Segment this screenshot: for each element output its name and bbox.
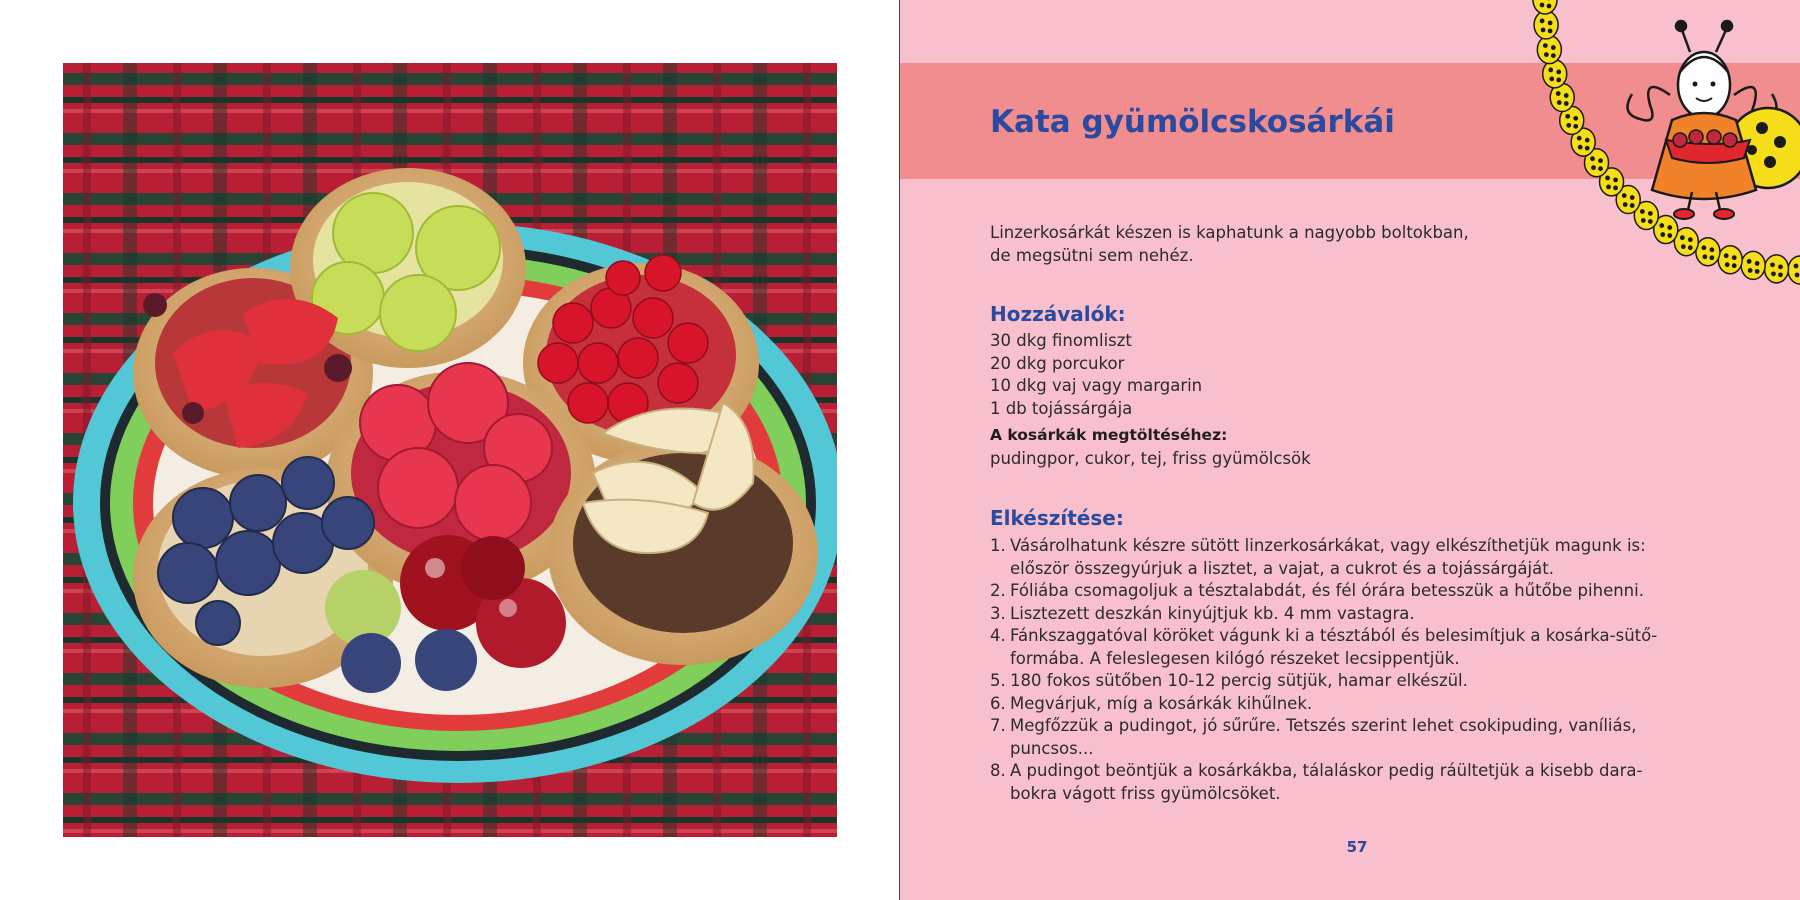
step-line: 180 fokos sütőben 10-12 percig sütjük, hamar elkészül.	[1010, 671, 1468, 690]
step-line: Fóliába csomagoljuk a tésztalabdát, és fél órára betesszük a hűtőbe pihenni.	[1010, 581, 1644, 600]
step-item	[990, 580, 1710, 603]
step-text	[1010, 760, 1642, 805]
filling-label: A kosárkák megtöltéséhez:	[990, 426, 1228, 444]
step-number: 5.	[990, 671, 1006, 690]
ladybug-border-icon	[1533, 0, 1557, 14]
step-line: A pudingot beöntjük a kosárkákba, tálaláskor pedig ráültetjük a kisebb dara-	[1010, 761, 1643, 780]
recipe-title: Kata gyümölcskosárkái	[990, 104, 1395, 140]
fruit-tartlets-photo	[63, 63, 837, 837]
ladybug-girl-illustration	[1530, 0, 1800, 300]
step-line: először összegyúrjuk a lisztet, a vajat, a cukrot és a tojássárgáját.	[1010, 558, 1554, 578]
step-text	[1010, 535, 1646, 580]
ladybug-border-icon	[1696, 238, 1720, 266]
step-number: 4.	[990, 626, 1006, 645]
ladybug-border-icon	[1788, 256, 1800, 284]
ladybug-border-icon	[1543, 60, 1567, 88]
ladybug-border-icon	[1537, 36, 1561, 64]
step-item	[990, 715, 1710, 760]
ingredient-item: 30 dkg finomliszt	[990, 331, 1132, 350]
ladybug-border-icon	[1764, 255, 1788, 283]
ladybug-border-icon	[1741, 251, 1765, 279]
step-number: 3.	[990, 603, 1006, 623]
step-number: 1.	[990, 536, 1006, 555]
step-line: Fánkszaggatóval köröket vágunk ki a tésztából és belesimítjuk a kosárka-sütő-	[1010, 626, 1658, 645]
step-number: 2.	[990, 581, 1006, 600]
step-item	[990, 670, 1710, 693]
step-line: Megfőzzük a pudingot, jó sűrűre. Tetszés szerint lehet csokipuding, vaníliás,	[1010, 716, 1637, 735]
step-item	[990, 625, 1710, 670]
method-steps	[990, 535, 1710, 805]
step-item	[990, 760, 1710, 805]
ingredients-heading: Hozzávalók:	[990, 302, 1126, 326]
step-number: 8.	[990, 761, 1006, 780]
ingredient-item: 10 dkg vaj vagy margarin	[990, 376, 1203, 395]
step-line: Lisztezett deszkán kinyújtjuk kb. 4 mm vastagra.	[1010, 603, 1415, 623]
step-item	[990, 603, 1710, 626]
step-line: puncsos...	[1010, 738, 1094, 758]
ingredient-item: 20 dkg porcukor	[990, 353, 1125, 373]
method-heading: Elkészítése:	[990, 506, 1124, 530]
step-line: formába. A feleslegesen kilógó részeket lecsippentjük.	[1010, 648, 1460, 668]
intro-text	[990, 222, 1550, 267]
step-number: 6.	[990, 693, 1006, 713]
page-number: 57	[1346, 838, 1368, 856]
filling-text: pudingpor, cukor, tej, friss gyümölcsök	[990, 449, 1311, 468]
ingredient-item: 1 db tojássárgája	[990, 398, 1133, 418]
step-item	[990, 693, 1710, 716]
ingredients-list	[990, 330, 1202, 420]
step-line: bokra vágott friss gyümölcsöket.	[1010, 783, 1281, 803]
intro-line: de megsütni sem nehéz.	[990, 245, 1194, 265]
step-line: Megvárjuk, míg a kosárkák kihűlnek.	[1010, 693, 1313, 713]
step-item	[990, 535, 1710, 580]
step-text	[1010, 715, 1636, 760]
step-number: 7.	[990, 716, 1006, 735]
right-page	[900, 0, 1800, 900]
step-text	[1010, 625, 1657, 670]
step-line: Vásárolhatunk készre sütött linzerkosárkákat, vagy elkészíthetjük magunk is:	[1010, 536, 1646, 555]
ladybug-border-icon	[1534, 11, 1558, 39]
intro-line: Linzerkosárkát készen is kaphatunk a nagyobb boltokban,	[990, 223, 1469, 242]
ladybug-border-icon	[1718, 246, 1742, 274]
